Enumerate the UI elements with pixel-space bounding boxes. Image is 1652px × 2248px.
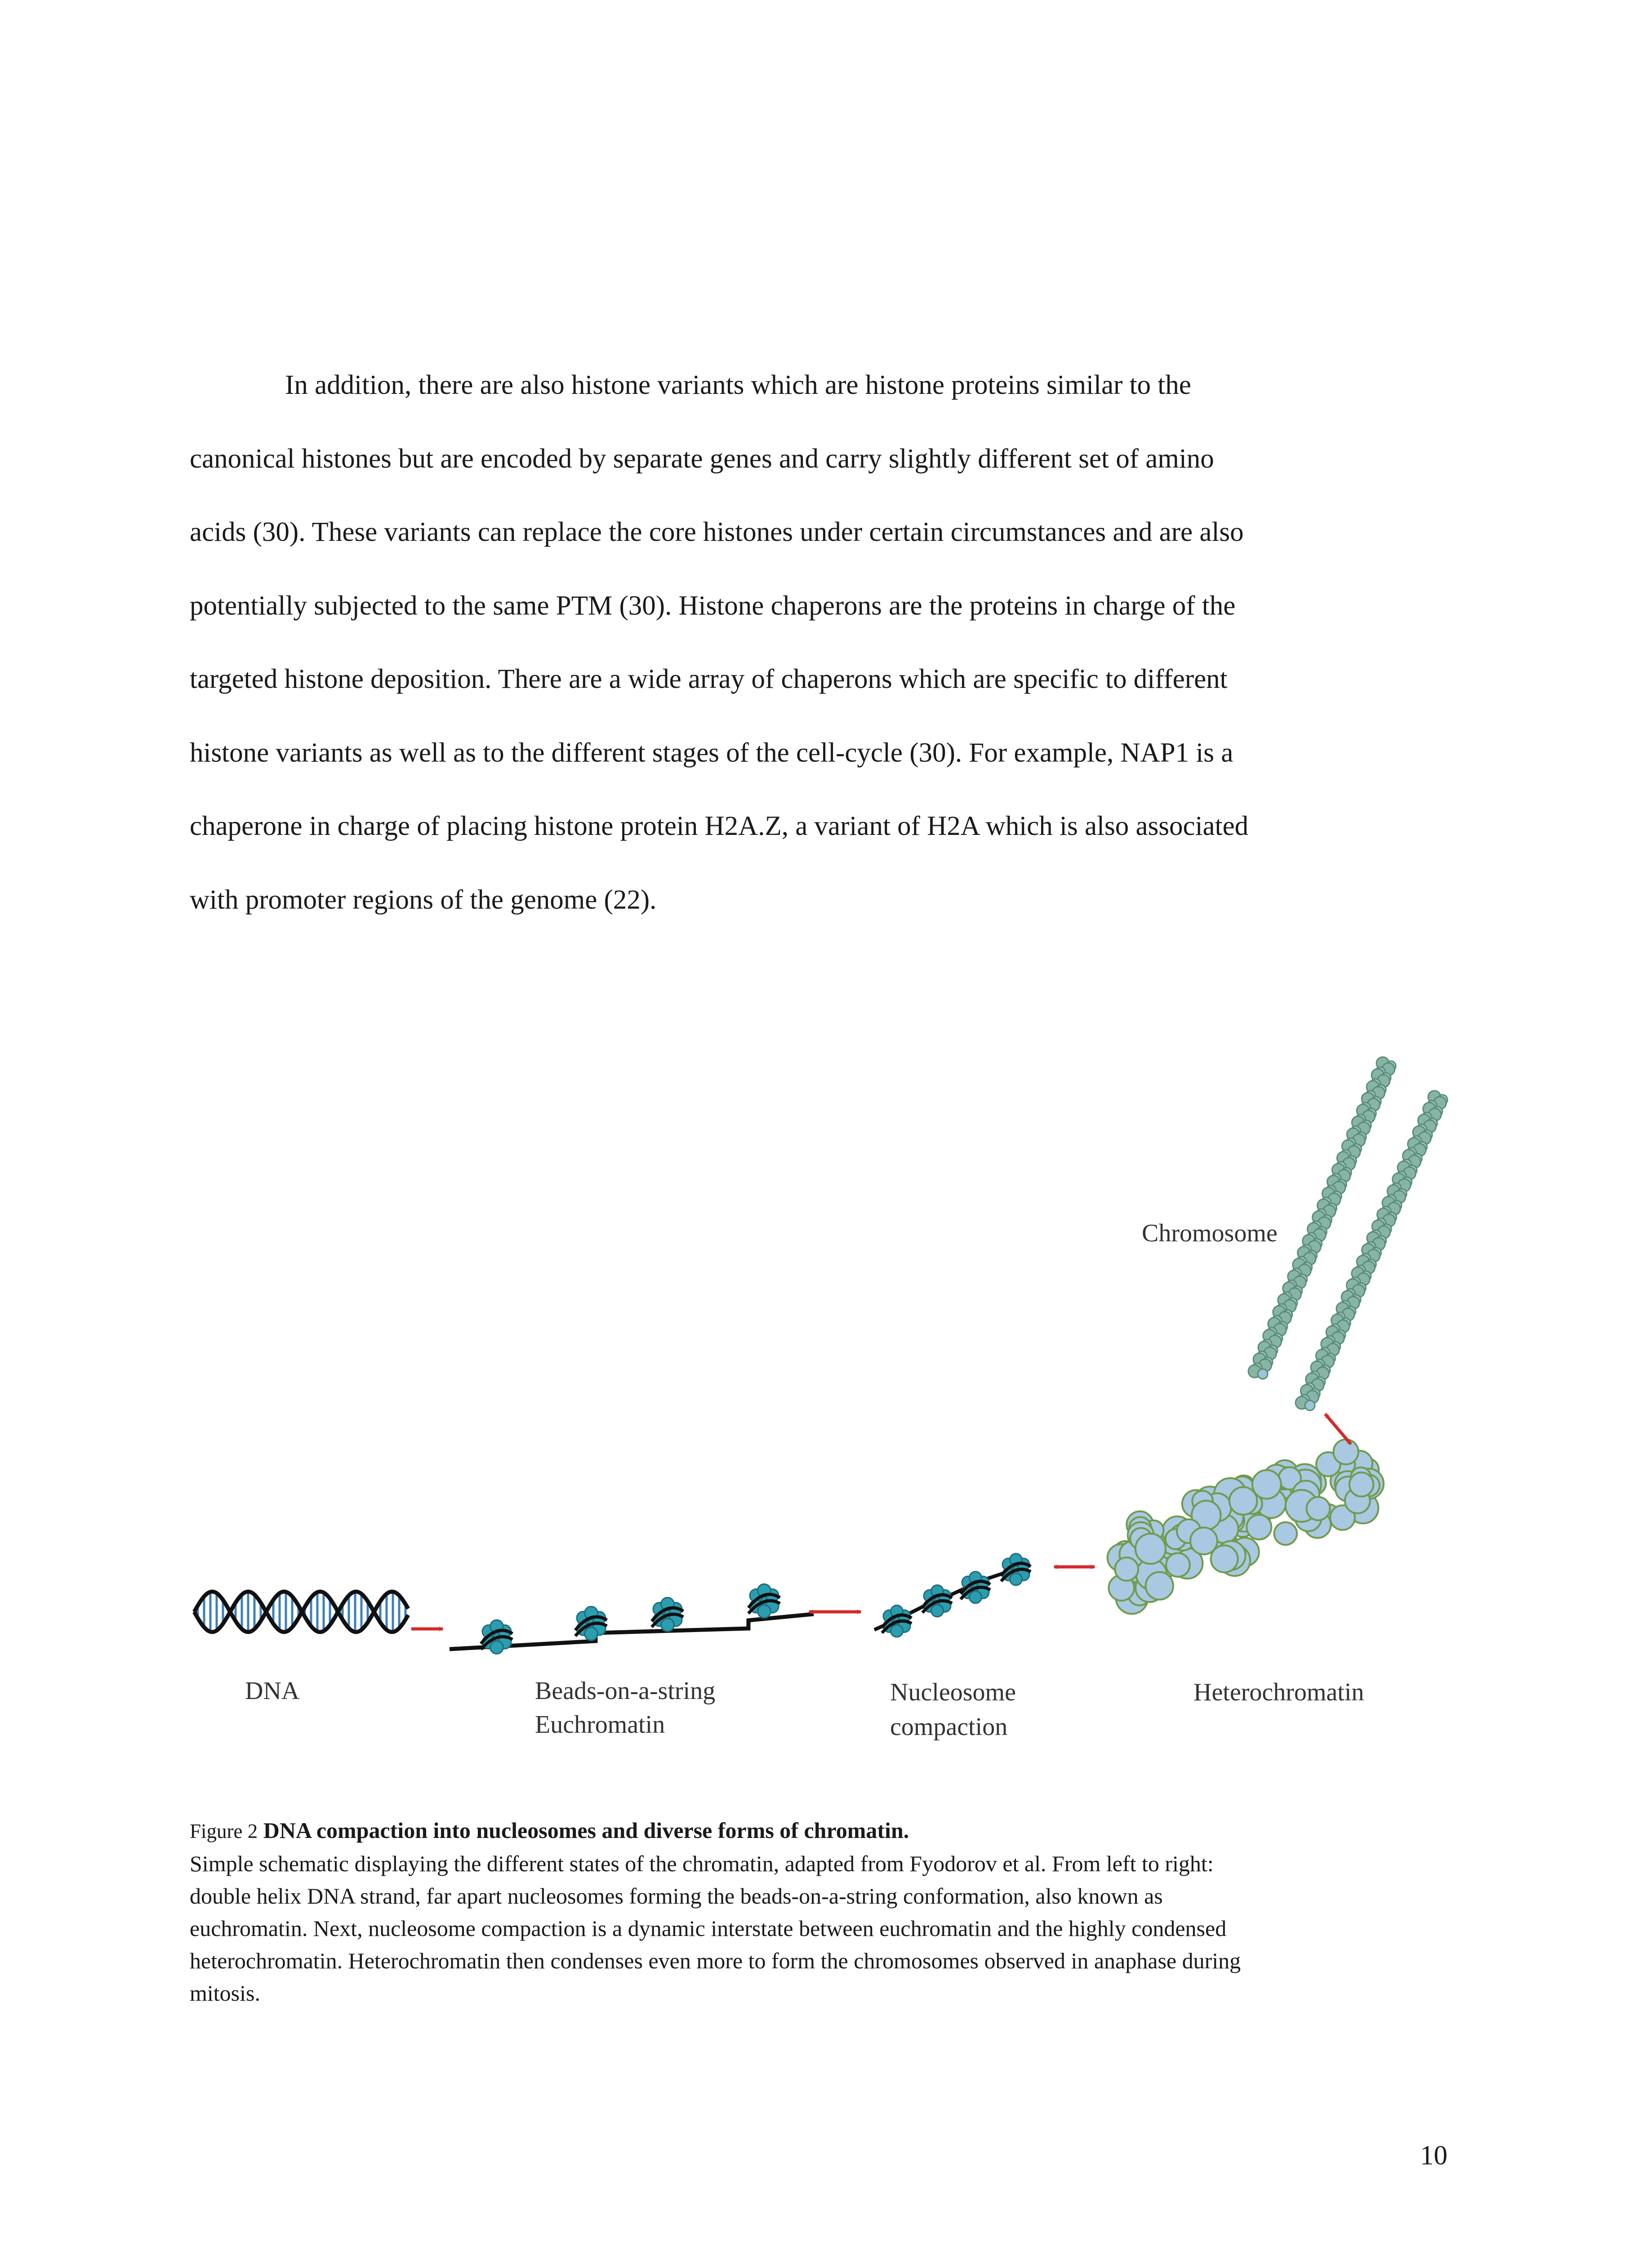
heterochromatin-bead [1307, 1497, 1330, 1521]
figure-caption [190, 1814, 1493, 2009]
figure-number: Figure 2 [190, 1820, 258, 1842]
nucleosome-bead [652, 1597, 683, 1631]
histone-subunit [931, 1605, 944, 1617]
dna-double-helix [194, 1592, 408, 1632]
paragraph-line: chaperone in charge of placing histone protein H2A.Z, a variant of H2A which is also associated [190, 811, 1249, 841]
histone-subunit [1010, 1573, 1022, 1585]
paragraph-line: targeted histone deposition. There are a wide array of chaperons which are specific to different [190, 664, 1228, 694]
nucleosome-bead [748, 1584, 780, 1618]
heterochromatin-bead [1349, 1472, 1373, 1496]
label-nucleosome: Nucleosome [890, 1678, 1016, 1706]
paragraph-line: potentially subjected to the same PTM (30). Histone chaperons are the proteins in charge of the [190, 590, 1236, 621]
paragraph-line: with promoter regions of the genome (22). [190, 884, 657, 915]
chromosome-shape [1248, 1057, 1447, 1410]
heterochromatin-bead [1274, 1522, 1297, 1545]
paragraph-line: canonical histones but are encoded by separate genes and carry slightly different set of amino [190, 443, 1214, 474]
heterochromatin-bead [1115, 1557, 1138, 1581]
label-heterochromatin: Heterochromatin [1193, 1678, 1364, 1706]
label-euchromatin: Euchromatin [535, 1711, 665, 1739]
beads-on-a-string [450, 1584, 814, 1654]
nucleosome-bead [961, 1572, 990, 1604]
histone-subunit [758, 1605, 771, 1618]
label-dna: DNA [245, 1677, 300, 1705]
histone-subunit [661, 1619, 674, 1632]
nucleosome-bead [882, 1606, 912, 1637]
heterochromatin-bead [1146, 1572, 1173, 1600]
heterochromatin-bead [1166, 1553, 1190, 1577]
caption-line: Simple schematic displaying the different states of the chromatin, adapted from Fyodorov et al. From left to right: [190, 1851, 1214, 1876]
heterochromatin-cluster [1108, 1440, 1384, 1614]
chromosome-bead [1305, 1401, 1315, 1410]
label-beads-on-a-string: Beads-on-a-string [535, 1677, 716, 1705]
nucleosome-compaction [874, 1554, 1031, 1637]
heterochromatin-bead [1247, 1515, 1271, 1539]
heterochromatin-bead [1229, 1487, 1257, 1515]
nucleosome-bead [575, 1606, 607, 1640]
histone-subunit [970, 1591, 982, 1603]
nucleosome-bead [922, 1585, 952, 1617]
figure-title: DNA compaction into nucleosomes and diverse forms of chromatin. [263, 1818, 909, 1843]
caption-heading [190, 1814, 1493, 1847]
paragraph-line: In addition, there are also histone variants which are histone proteins similar to the [285, 370, 1191, 400]
paragraph-line: acids (30). These variants can replace the core histones under certain circumstances and are also [190, 517, 1244, 547]
caption-line: euchromatin. Next, nucleosome compaction is a dynamic interstate between euchromatin and the highly condensed [190, 1916, 1227, 1941]
chromosome-bead [1258, 1369, 1268, 1379]
heterochromatin-bead [1333, 1440, 1358, 1464]
caption-line: mitosis. [190, 1980, 260, 2006]
heterochromatin-bead [1252, 1470, 1281, 1499]
paragraph-line: histone variants as well as to the different stages of the cell-cycle (30). For example, NAP1 is a [190, 737, 1233, 768]
histone-subunit [490, 1641, 503, 1654]
heterochromatin-bead [1135, 1534, 1166, 1564]
histone-subunit [585, 1628, 598, 1641]
dna-strand [194, 1592, 408, 1632]
histone-subunit [891, 1625, 903, 1637]
label-chromosome: Chromosome [1142, 1219, 1278, 1247]
caption-line: double helix DNA strand, far apart nucleosomes forming the beads-on-a-string conformation, also known as [190, 1883, 1163, 1909]
arrow-heterochromatin-to-chromosome [1325, 1414, 1351, 1444]
page-number: 10 [1420, 2141, 1447, 2171]
label-compaction: compaction [890, 1713, 1008, 1741]
nucleosome-bead [1001, 1554, 1031, 1586]
heterochromatin-bead [1190, 1528, 1217, 1555]
caption-line: heterochromatin. Heterochromatin then condenses even more to form the chromosomes observed in anaphase during [190, 1948, 1241, 1973]
